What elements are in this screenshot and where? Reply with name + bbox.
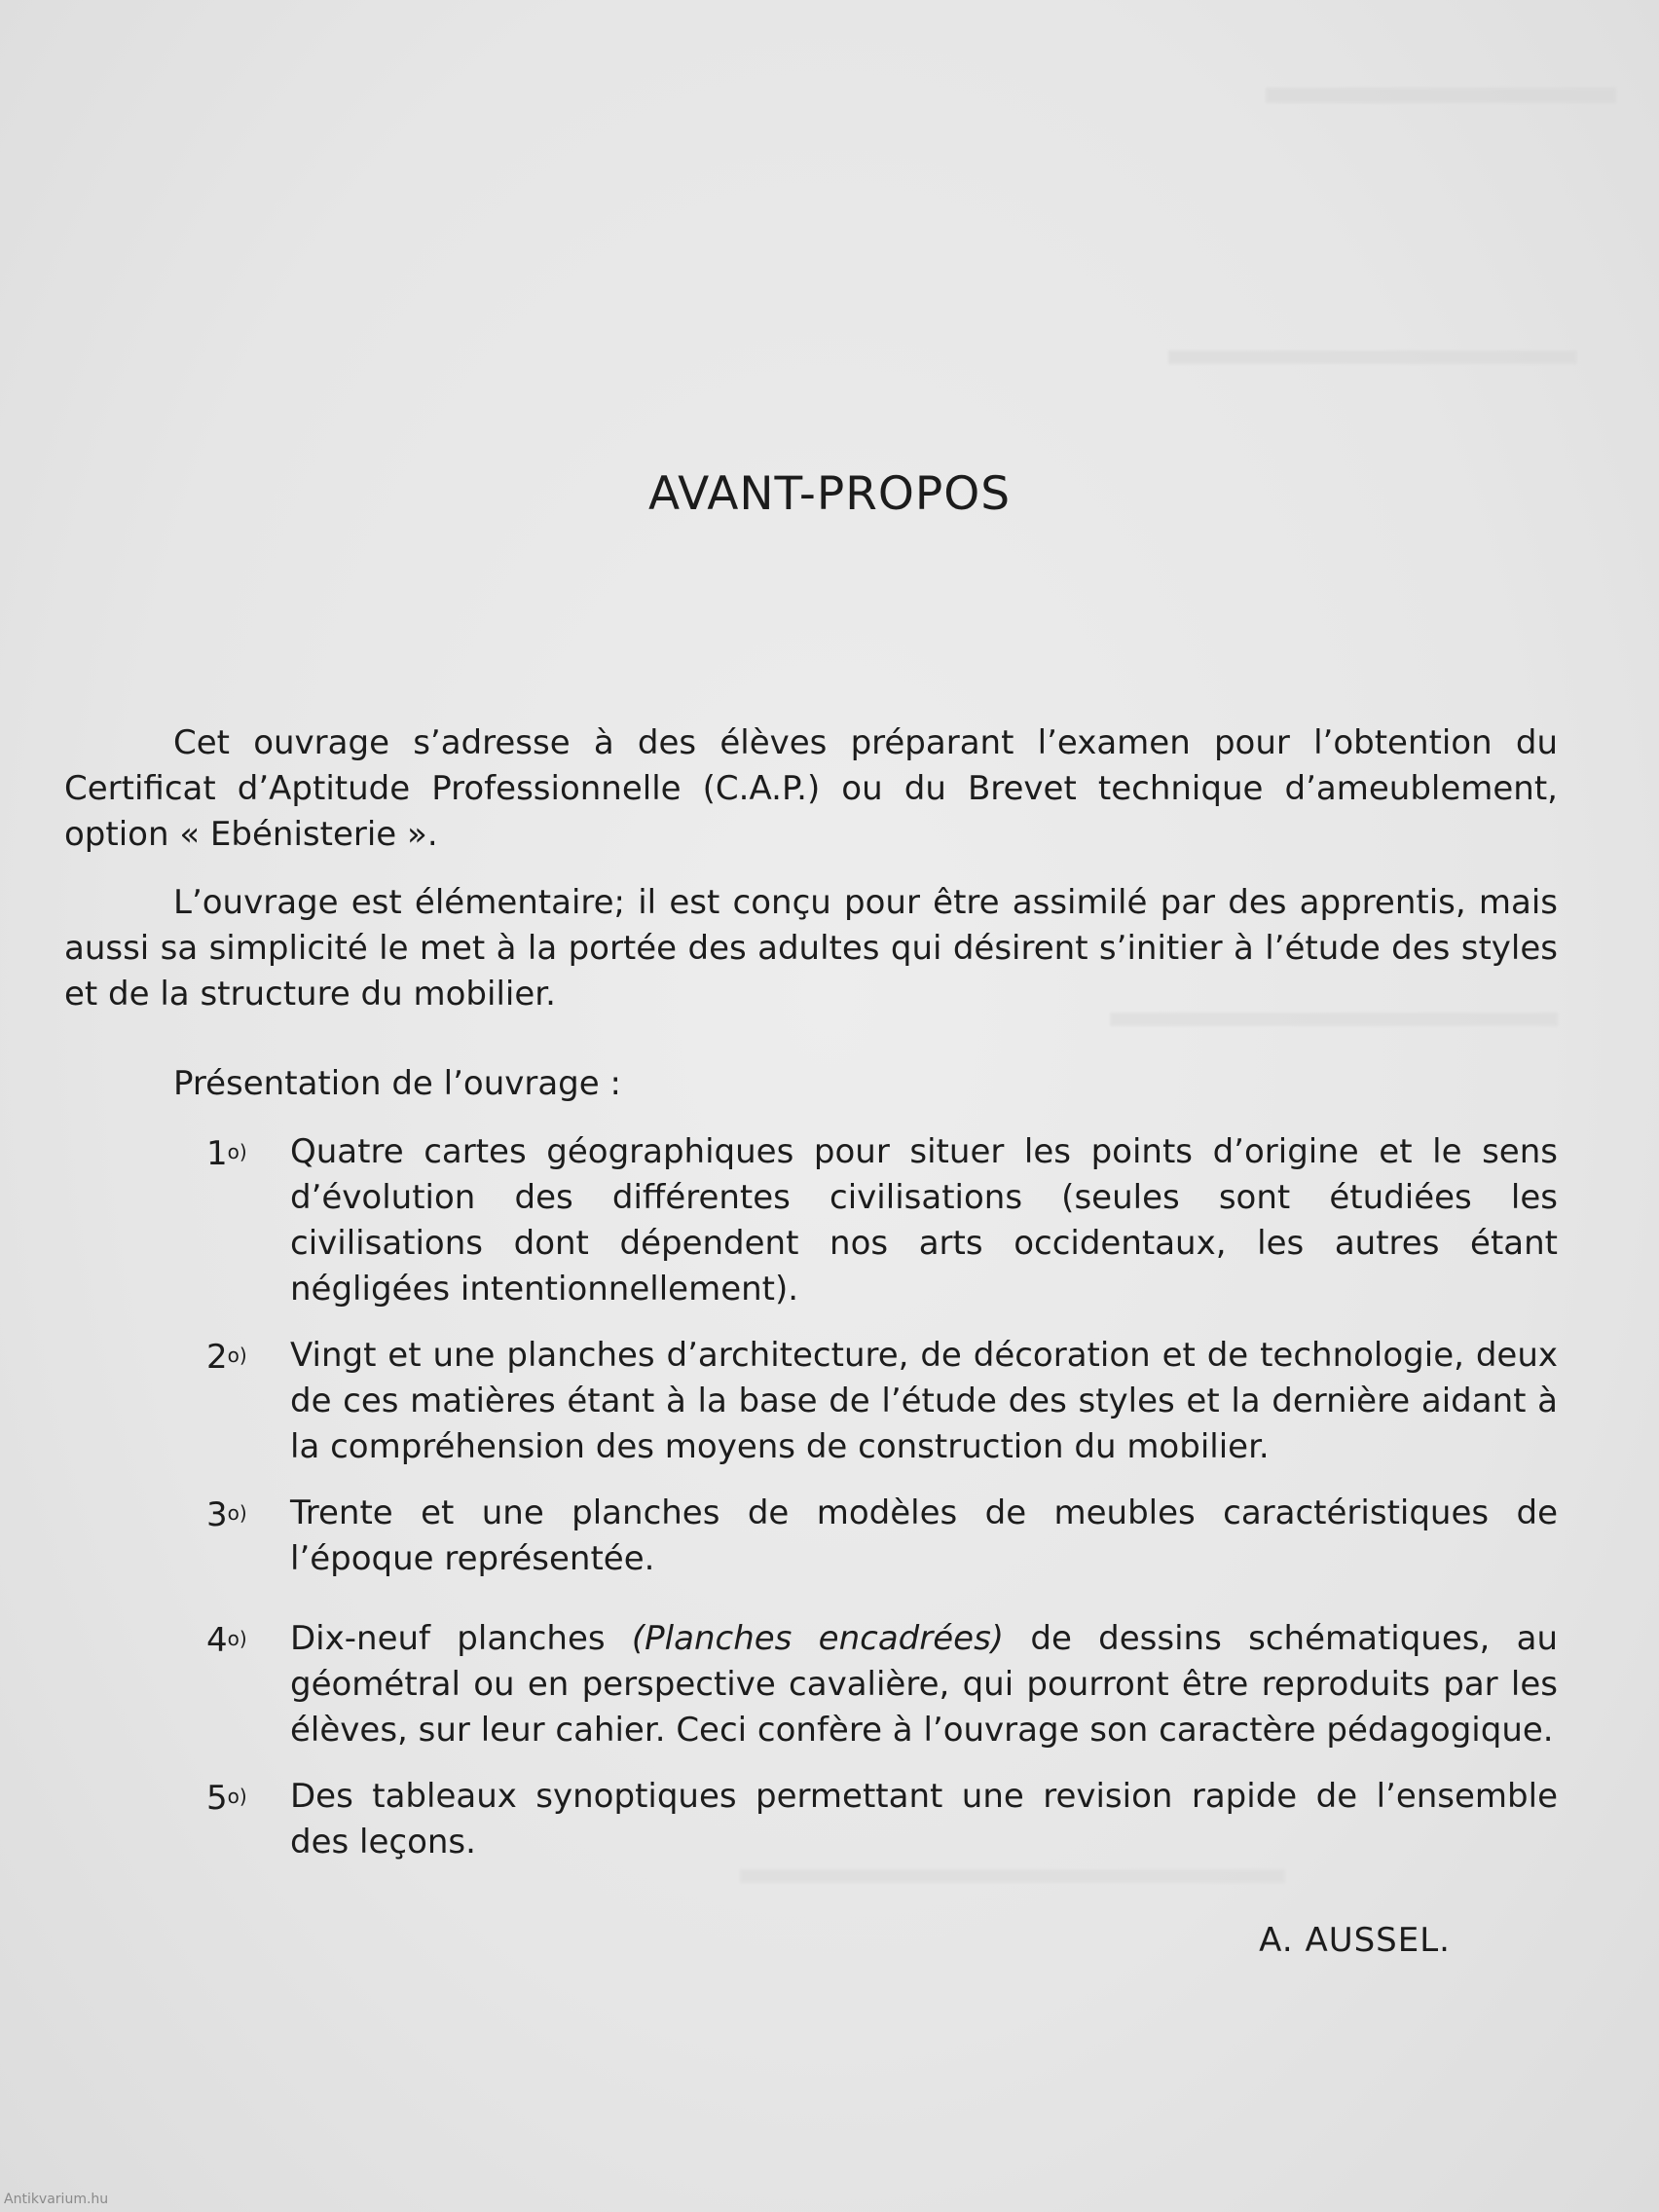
list-item-number: 5$^{o)}$ bbox=[206, 1779, 247, 1818]
list-item-number: 2$^{o)}$ bbox=[206, 1338, 247, 1377]
list-item bbox=[206, 1333, 1558, 1470]
list-item-text: Vingt et une planches d’architecture, de décoration et de technologie, deux de ces matières étant à la base de l’étude des styles et la dernière aidant à la compréhension des moyens de construction du mobilier. bbox=[290, 1336, 1558, 1466]
list-item-number: 4$^{o)}$ bbox=[206, 1621, 247, 1660]
list-item bbox=[206, 1129, 1558, 1312]
list-item-text: Dix-neuf planches (Planches encadrées) de dessins schématiques, au géométral ou en perspective cavalière, qui pourront être reproduits par les élèves, sur leur cahier. Ceci confère à l’ouvrage son caractère pédagogique. bbox=[290, 1619, 1558, 1750]
list-item bbox=[206, 1491, 1558, 1582]
page-title: AVANT-PROPOS bbox=[647, 467, 1012, 521]
author-signature: A. AUSSEL. bbox=[1259, 1921, 1451, 1960]
list-item-number: 1$^{o)}$ bbox=[206, 1134, 247, 1173]
show-through-shading bbox=[1168, 350, 1577, 364]
list-item-number: 3$^{o)}$ bbox=[206, 1495, 247, 1534]
presentation-heading: Présentation de l’ouvrage : bbox=[173, 1064, 621, 1103]
list-item-text: Quatre cartes géographiques pour situer les points d’origine et le sens d’évolution des différentes civilisations (seules sont étudiées les civilisations dont dépendent nos arts occidentaux, les autres étant négligées intentionnellement). bbox=[290, 1132, 1558, 1309]
list-item bbox=[206, 1774, 1558, 1865]
description-paragraph: L’ouvrage est élémentaire; il est conçu pour être assimilé par des apprentis, mais aussi sa simplicité le met à la portée des adultes qui désirent s’initier à l’étude des styles et de la structure du mobilier. bbox=[64, 883, 1558, 1014]
list-item-text: Des tableaux synoptiques permettant une revision rapide de l’ensemble des leçons. bbox=[290, 1777, 1558, 1862]
list-item-text: Trente et une planches de modèles de meubles caractéristiques de l’époque représentée. bbox=[290, 1493, 1558, 1578]
show-through-shading bbox=[740, 1869, 1285, 1883]
intro-paragraph: Cet ouvrage s’adresse à des élèves préparant l’examen pour l’obtention du Certificat d’Aptitude Professionnelle (C.A.P.) ou du Brevet technique d’ameublement, option « Ebénisterie ». bbox=[64, 723, 1558, 854]
list-item bbox=[206, 1616, 1558, 1753]
show-through-shading bbox=[1266, 88, 1616, 103]
italic-phrase: (Planches encadrées) bbox=[631, 1619, 1005, 1658]
watermark: Antikvarium.hu bbox=[4, 2192, 109, 2207]
